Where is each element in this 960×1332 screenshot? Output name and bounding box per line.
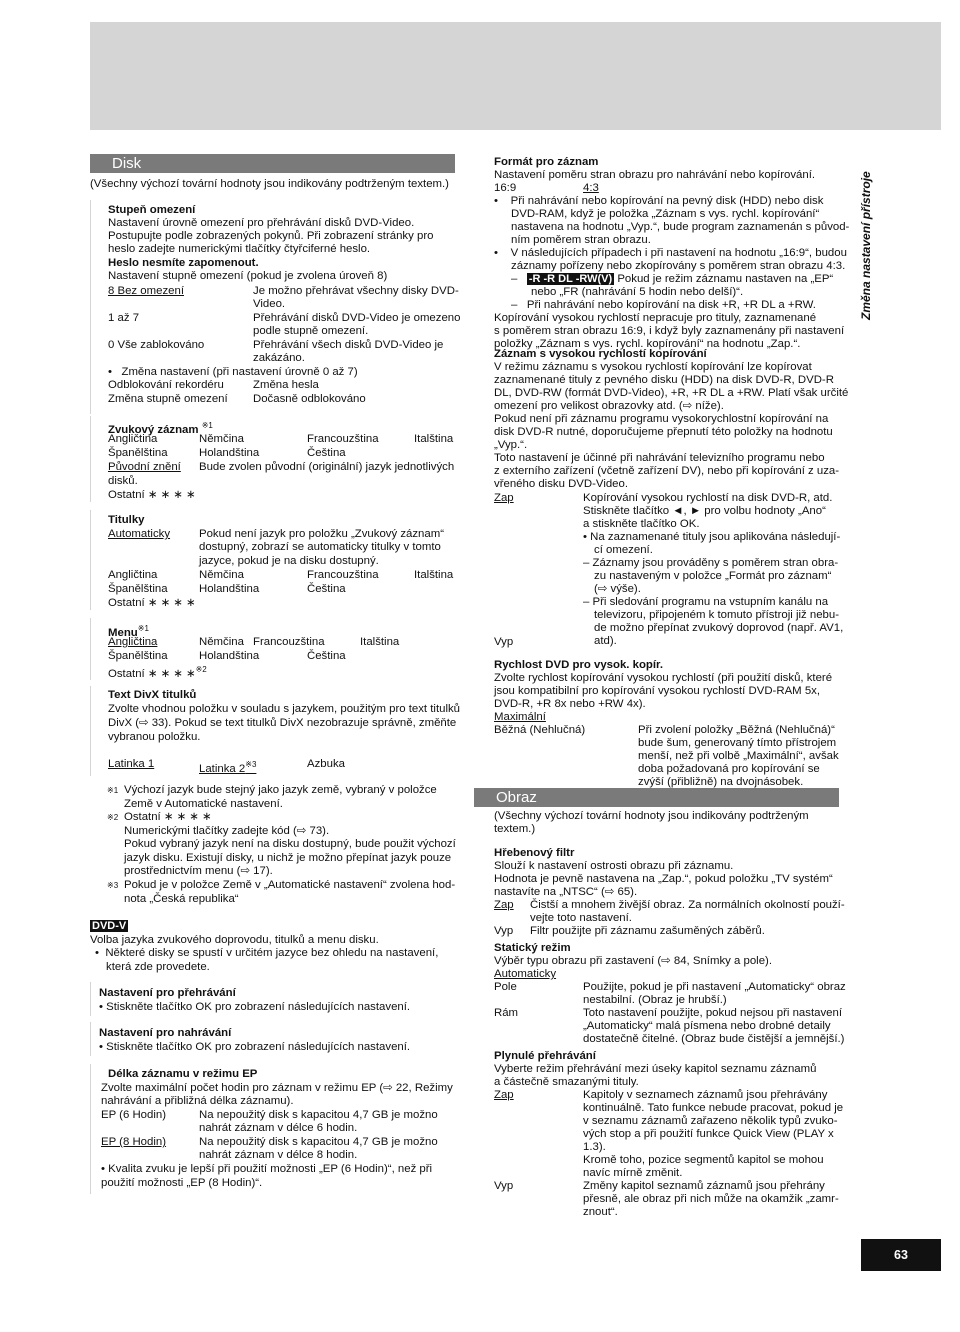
ep-option-key: EP (6 Hodin)	[101, 1109, 167, 1121]
menu-block	[90, 618, 471, 680]
rating-text: Nastavení úrovně omezení pro přehrávání disků DVD-Video.	[108, 217, 415, 229]
rating-change-value: Změna hesla	[253, 379, 319, 391]
seamless-option-value: 1.3).	[583, 1141, 606, 1153]
ep-option-key: EP (8 Hodin)	[101, 1136, 167, 1148]
dvdspeed-option: Maximální	[494, 711, 546, 723]
format-option: 4:3	[583, 182, 599, 194]
divx-text: DivX (⇨ 33). Pokud se text titulků DivX nezobrazuje správně, změňte	[108, 717, 457, 729]
subtitle-lang: Angličtina	[108, 569, 158, 581]
hs-option-value: – Při sledování programu na vstupním kanálu na	[583, 596, 829, 608]
obraz-intro: (Všechny výchozí tovární hodnoty jsou indikovány podtrženým	[494, 810, 809, 822]
seamless-heading: Plynulé přehrávání	[494, 1050, 596, 1062]
format-text: DVD-RAM, když je položka „Záznam s vys. rychl. kopírování“	[511, 208, 820, 220]
still-option-key: Automaticky	[494, 968, 557, 980]
still-option-value: Použijte, pokud je při nastavení „Automaticky“ obraz	[583, 981, 846, 993]
rating-option-value: zakázáno.	[253, 352, 305, 364]
menu-heading: Menu$^{※1}$	[108, 624, 149, 639]
hs-text: disk DVD-R nutné, doporučujeme přepnutí této položky na hodnotu	[494, 426, 833, 438]
divx-option: Latinka 2$^{※3}$	[199, 760, 257, 775]
hs-option-value: • Na zaznamenané tituly jsou aplikována následují-	[583, 531, 841, 543]
section-bar-disk	[90, 154, 455, 173]
hs-option-value: de možno přepínat zvukový doprovod (např. AV1,	[594, 622, 844, 634]
hs-text: vřeného disku DVD-Video.	[494, 478, 629, 490]
format-text: s poměrem stran obrazu 16:9, i když byly zaznamenány při nastavení	[494, 325, 845, 337]
comb-option-key: Zap	[494, 899, 514, 911]
hs-text: „Vyp.“.	[494, 439, 528, 451]
header-band	[90, 22, 941, 130]
comb-text: nastavíte na „NTSC“ (⇨ 65).	[494, 886, 638, 898]
hs-option-value: atd).	[594, 635, 617, 647]
format-option: 16:9	[494, 182, 517, 194]
rating-option-value: Přehrávání disků DVD-Video je omezeno	[253, 312, 461, 324]
disc-type-tags: -R -R DL -RW(V)	[528, 273, 613, 285]
seamless-option-value: kontinuálně. Tato funkce nebude pracovat, pokud je	[583, 1102, 844, 1114]
ep-text: použití možnosti „EP (8 Hodin)“.	[101, 1177, 263, 1189]
hs-option-key: Vyp	[494, 636, 514, 648]
rating-option-key: 8 Bez omezení	[108, 285, 184, 297]
rating-change-key: Změna stupně omezení	[108, 393, 228, 405]
hs-option-value: Kopírování vysokou rychlostí na disk DVD-R, atd.	[583, 492, 833, 504]
hs-option-value: Stiskněte tlačítko ◄, ► pro volbu hodnoty „Ano“	[583, 505, 826, 517]
ep-option-value: nahrát záznam v délce 6 hodin.	[199, 1122, 358, 1134]
audio-lang: Španělština	[108, 447, 168, 459]
comb-option-value: Čistší a mnohem živější obraz. Za normálních okolností použí-	[530, 899, 845, 911]
rating-option-value: Přehrávání všech disků DVD-Video je	[253, 339, 444, 351]
hs-text: zaznamenané tituly z pevného disku (HDD) na disk DVD-R, DVD-R	[494, 374, 834, 386]
seamless-option-value: v seznamu záznamů zařazeno několik typů zvuko-	[583, 1115, 838, 1127]
menu-lang: Francouzština	[253, 636, 325, 648]
hs-text: Toto nastavení je účinné při nahrávání televizního programu nebo	[494, 452, 825, 464]
subtitles-block	[90, 510, 471, 610]
menu-lang: Španělština	[108, 650, 168, 662]
format-text: nastavena na hodnotu „Vyp.“, bude program zaznamenán s původ-	[511, 221, 850, 233]
footnote-text: prostřednictvím menu (⇨ 17).	[124, 865, 273, 877]
subtitles-auto-key: Automaticky	[108, 528, 171, 540]
footnotes	[90, 780, 470, 910]
hs-text: DL, DVD-RW (formát DVD-Video), +R, +R DL a +RW. Platí však určité	[494, 387, 849, 399]
divx-text: Zvolte vhodnou položku v souladu s jazykem, použitým pro text titulků	[108, 703, 461, 715]
footnote-text: jazyk disku. Existují disky, u nichž je možno přepínat jazyk pouze	[124, 852, 452, 864]
seamless-option-key: Zap	[494, 1089, 514, 1101]
subtitles-heading: Titulky	[108, 514, 145, 526]
seamless-text: a částečně smazanými tituly.	[494, 1076, 639, 1088]
audio-original-value: disků.	[108, 475, 138, 487]
rating-text: Postupujte podle zobrazených pokynů. Při zobrazení stránky pro	[108, 230, 434, 242]
hs-option-value: a stiskněte tlačítko OK.	[583, 518, 700, 530]
dvdspeed-option-value: Při zvolení položky „Běžná (Nehlučná)“	[638, 724, 835, 736]
page-number: 63	[861, 1239, 941, 1271]
dvdspeed-option-value: bude šum, generovaný tímto přístrojem	[638, 737, 837, 749]
audio-block	[90, 416, 471, 502]
audio-original-value: Bude zvolen původní (originální) jazyk jednotlivých	[199, 461, 455, 473]
seamless-option-value: přesně, ale obraz při nich může na okamžik „zamr-	[583, 1193, 839, 1205]
seamless-option-value: znout“.	[583, 1206, 618, 1218]
subtitle-lang: Holandština	[199, 583, 260, 595]
footnote-mark: ※1	[107, 786, 119, 795]
rating-text: heslo zadejte numerickými tlačítky čtyřciferné heslo.	[108, 243, 371, 255]
subtitles-other: Ostatní ∗ ∗ ∗ ∗	[108, 597, 196, 609]
subtitles-auto-value: jazyce, pokud je na disku dostupný.	[199, 555, 379, 567]
audio-original-key: Původní znění	[108, 461, 181, 473]
hs-option-value: (⇨ výše).	[594, 583, 641, 595]
format-dash: – Při nahrávání nebo kopírování na disk +R, +R DL a +RW.	[511, 299, 816, 311]
rating-text: Nastavení stupně omezení (pokud je zvolena úroveň 8)	[108, 270, 388, 282]
format-dash: – -R -R DL -RW(V) Pokud je režim záznamu nastaven na „EP“	[511, 273, 834, 285]
hs-option-value: zu nastaveným v položce „Formát pro záznam“	[594, 570, 832, 582]
rating-change-key: Odblokování rekordéru	[108, 379, 224, 391]
audio-lang: Čeština	[307, 447, 346, 459]
seamless-option-value: vých stop a při použití funkce Quick View (PLAY x	[583, 1128, 834, 1140]
subtitles-auto-value: Pokud není jazyk pro položku „Zvukový záznam“	[199, 528, 445, 540]
audio-lang: Francouzština	[307, 433, 379, 445]
footnote-text: Země v Automatické nastavení.	[124, 798, 283, 810]
dvdspeed-option-value: zvýší (přibližně) na dvojnásobek.	[638, 776, 804, 788]
ep-text: nahrávání a přibližná délka záznamu).	[101, 1095, 294, 1107]
menu-other: Ostatní ∗ ∗ ∗ ∗$^{※2}$	[108, 665, 207, 680]
menu-lang: Němčina	[199, 636, 244, 648]
subtitles-auto-value: dostupný, zobrazí se automaticky titulky v tomto	[199, 541, 441, 553]
subtitle-lang: Němčina	[199, 569, 244, 581]
footnote-text: Pokud vybraný jazyk není na disku dostupný, bude použit výchozí	[124, 838, 456, 850]
footnote-text: nota „Česká republika“	[124, 893, 239, 905]
footnote-text: Výchozí jazyk bude stejný jako jazyk země, vybraný v položce	[124, 784, 437, 796]
ep-option-value: Na nepoužitý disk s kapacitou 4,7 GB je možno	[199, 1109, 438, 1121]
seamless-option-value: Kromě toho, pozice segmentů kapitol se mohou	[583, 1154, 824, 1166]
section-title-disk: Disk	[112, 155, 142, 172]
ep-option-value: Na nepoužitý disk s kapacitou 4,7 GB je možno	[199, 1136, 438, 1148]
hs-option-key: Zap	[494, 492, 514, 504]
comb-text: Hodnota je pevně nastavena na „Zap.“, pokud položku „TV systém“	[494, 873, 833, 885]
recording-heading: Nastavení pro nahrávání	[99, 1027, 232, 1039]
rating-warning: Heslo nesmíte zapomenout.	[108, 257, 259, 269]
still-option-value: dostatečně čitelné. (Obraz bude čistější a jemnější.)	[583, 1033, 845, 1045]
rating-option-value: Video.	[253, 298, 286, 310]
still-heading: Statický režim	[494, 942, 571, 954]
seamless-option-value: navíc mírně změnit.	[583, 1167, 683, 1179]
ep-block	[90, 1064, 471, 1194]
rating-option-value: podle stupně omezení.	[253, 325, 369, 337]
rating-block	[90, 200, 471, 414]
seamless-option-value: Kapitoly v seznamech záznamů jsou přehrávány	[583, 1089, 828, 1101]
playback-heading: Nastavení pro přehrávání	[99, 987, 236, 999]
audio-other: Ostatní ∗ ∗ ∗ ∗	[108, 489, 196, 501]
divx-text: vybranou položku.	[108, 731, 201, 743]
audio-lang: Italština	[414, 433, 454, 445]
still-option-value: „Automaticky“ malá písmena nebo drobné detaily	[583, 1020, 831, 1032]
subtitle-lang: Italština	[414, 569, 454, 581]
footnote-mark: ※2	[107, 813, 119, 822]
recording-block	[90, 1022, 471, 1056]
still-text: Výběr typu obrazu při zastavení (⇨ 84, Snímky a pole).	[494, 955, 772, 967]
comb-text: Slouží k nastavení ostrosti obrazu při záznamu.	[494, 860, 734, 872]
audio-lang: Angličtina	[108, 433, 158, 445]
format-bullet: • Při nahrávání nebo kopírování na pevný disk (HDD) nebo disk	[494, 195, 824, 207]
seamless-text: Vyberte režim přehrávání mezi úseky kapitol seznamu záznamů	[494, 1063, 817, 1075]
format-text: položky „Záznam s vys. rychl. kopírování“ na hodnotu „Zap.“.	[494, 338, 801, 350]
section-title-obraz: Obraz	[496, 789, 537, 806]
rating-option-key: 0 Vše zablokováno	[108, 339, 205, 351]
ep-heading: Délka záznamu v režimu EP	[108, 1068, 258, 1080]
audio-heading: Zvukový záznam $^{※1}$	[108, 421, 213, 436]
dvdspeed-text: Zvolte rychlost kopírování vysokou rychlostí (při použití disků, které	[494, 672, 833, 684]
dvdspeed-text: DVD-R, +R 8x nebo +RW 4x).	[494, 698, 646, 710]
subtitle-lang: Francouzština	[307, 569, 379, 581]
dvdspeed-option: Běžná (Nehlučná)	[494, 724, 586, 736]
section-bar-obraz	[474, 788, 839, 807]
hs-option-value: televizoru, připojeném k tomuto přístroji již nebu-	[594, 609, 840, 621]
dvdv-bullet: • Některé disky se spustí v určitém jazyce bez ohledu na nastavení,	[95, 947, 439, 959]
dvdv-tag: DVD-V	[92, 920, 127, 932]
format-text: nebo „FR (nahrávání 5 hodin nebo delší)“.	[531, 286, 744, 298]
dvdspeed-option-value: doba požadovaná pro kopírování se	[638, 763, 820, 775]
ep-bullet: • Kvalita zvuku je lepší při použití možnosti „EP (6 Hodin)“, než při	[101, 1163, 433, 1175]
format-text: Kopírování vysokou rychlostí nepracuje pro tituly, zaznamenané	[494, 312, 817, 324]
comb-option-key: Vyp	[494, 925, 514, 937]
divx-option: Azbuka	[307, 758, 345, 770]
recording-line: • Stiskněte tlačítko OK pro zobrazení následujících nastavení.	[99, 1041, 411, 1053]
playback-block	[90, 982, 471, 1016]
dvdv-text: Volba jazyka zvukového doprovodu, titulků a menu disku.	[90, 934, 379, 946]
still-option-key: Pole	[494, 981, 517, 993]
divx-option: Latinka 1	[108, 758, 155, 770]
still-option-value: nestabilní. (Obraz je hrubší.)	[583, 994, 727, 1006]
format-text: záznamy pořízeny nebo zkopírovány s poměrem stran obrazu 4:3.	[511, 260, 846, 272]
footnote-text: Ostatní ∗ ∗ ∗ ∗	[124, 811, 212, 823]
audio-lang: Holandština	[199, 447, 260, 459]
dvdspeed-text: jsou kompatibilní pro kopírování vysokou rychlostí DVD-RAM 5x,	[494, 685, 821, 697]
footnote-text: Pokud je v položce Země v „Automatické nastavení“ zvolena hod-	[124, 879, 456, 891]
menu-lang: Čeština	[307, 650, 346, 662]
still-option-value: Toto nastavení použijte, pokud nejsou při nastavení	[583, 1007, 842, 1019]
rating-option-key: 1 až 7	[108, 312, 140, 324]
divx-block	[90, 686, 471, 776]
format-heading: Formát pro záznam	[494, 156, 599, 168]
comb-option-value: vejte toto nastavení.	[530, 912, 632, 924]
disk-intro: (Všechny výchozí tovární hodnoty jsou indikovány podtrženým textem.)	[90, 178, 449, 190]
ep-text: Zvolte maximální počet hodin pro záznam v režimu EP (⇨ 22, Režimy	[101, 1082, 453, 1094]
dvdv-text: která zde provedete.	[106, 961, 210, 973]
menu-lang: Angličtina	[108, 636, 158, 648]
hs-text: omezení pro velikost obrazovky atd. (⇨ níže).	[494, 400, 724, 412]
format-text: ním poměrem stran obrazu.	[511, 234, 651, 246]
side-section-label: Změna nastavení přístroje	[859, 171, 873, 320]
playback-line: • Stiskněte tlačítko OK pro zobrazení následujících nastavení.	[99, 1001, 411, 1013]
footnote-mark: ※3	[107, 881, 119, 890]
hs-heading: Záznam s vysokou rychlostí kopírování	[494, 348, 707, 360]
subtitle-lang: Čeština	[307, 583, 346, 595]
hs-option-value: – Záznamy jsou prováděny s poměrem stran obra-	[583, 557, 839, 569]
obraz-intro: textem.)	[494, 823, 536, 835]
dvdspeed-heading: Rychlost DVD pro vysok. kopír.	[494, 659, 664, 671]
comb-heading: Hřebenový filtr	[494, 847, 575, 859]
still-option-key: Rám	[494, 1007, 519, 1019]
rating-change-value: Dočasně odblokováno	[253, 393, 366, 405]
comb-option-value: Filtr použijte při záznamu zašuměných záběrů.	[530, 925, 765, 937]
format-text: Nastavení poměru stran obrazu pro nahrávání nebo kopírování.	[494, 169, 816, 181]
rating-bullet: • Změna nastavení (při nastavení úrovně 0 až 7)	[108, 366, 358, 378]
dvdspeed-option-value: menší, než při volbě „Maximální“, avšak	[638, 750, 839, 762]
audio-lang: Němčina	[199, 433, 244, 445]
rating-option-value: Je možno přehrávat všechny disky DVD-	[253, 285, 459, 297]
hs-text: Pokud není při záznamu programu vysokorychlostní kopírování na	[494, 413, 829, 425]
divx-heading: Text DivX titulků	[108, 689, 197, 701]
ep-option-value: nahrát záznam v délce 8 hodin.	[199, 1149, 358, 1161]
hs-text: z externího zařízení (včetně zařízení DV), nebo při kopírování z uza-	[494, 465, 840, 477]
rating-heading: Stupeň omezení	[108, 204, 196, 216]
hs-text: V režimu záznamu s vysokou rychlostí kopírování lze kopírovat	[494, 361, 812, 373]
seamless-option-value: Změny kapitol seznamů záznamů jsou přehrány	[583, 1180, 825, 1192]
hs-option-value: cí omezení.	[594, 544, 653, 556]
menu-lang: Italština	[360, 636, 400, 648]
menu-lang: Holandština	[199, 650, 260, 662]
seamless-option-key: Vyp	[494, 1180, 514, 1192]
format-bullet: • V následujících případech i při nastavení na hodnotu „16:9“, budou	[494, 247, 847, 259]
subtitle-lang: Španělština	[108, 583, 168, 595]
footnote-text: Numerickými tlačítky zadejte kód (⇨ 73).	[124, 825, 330, 837]
